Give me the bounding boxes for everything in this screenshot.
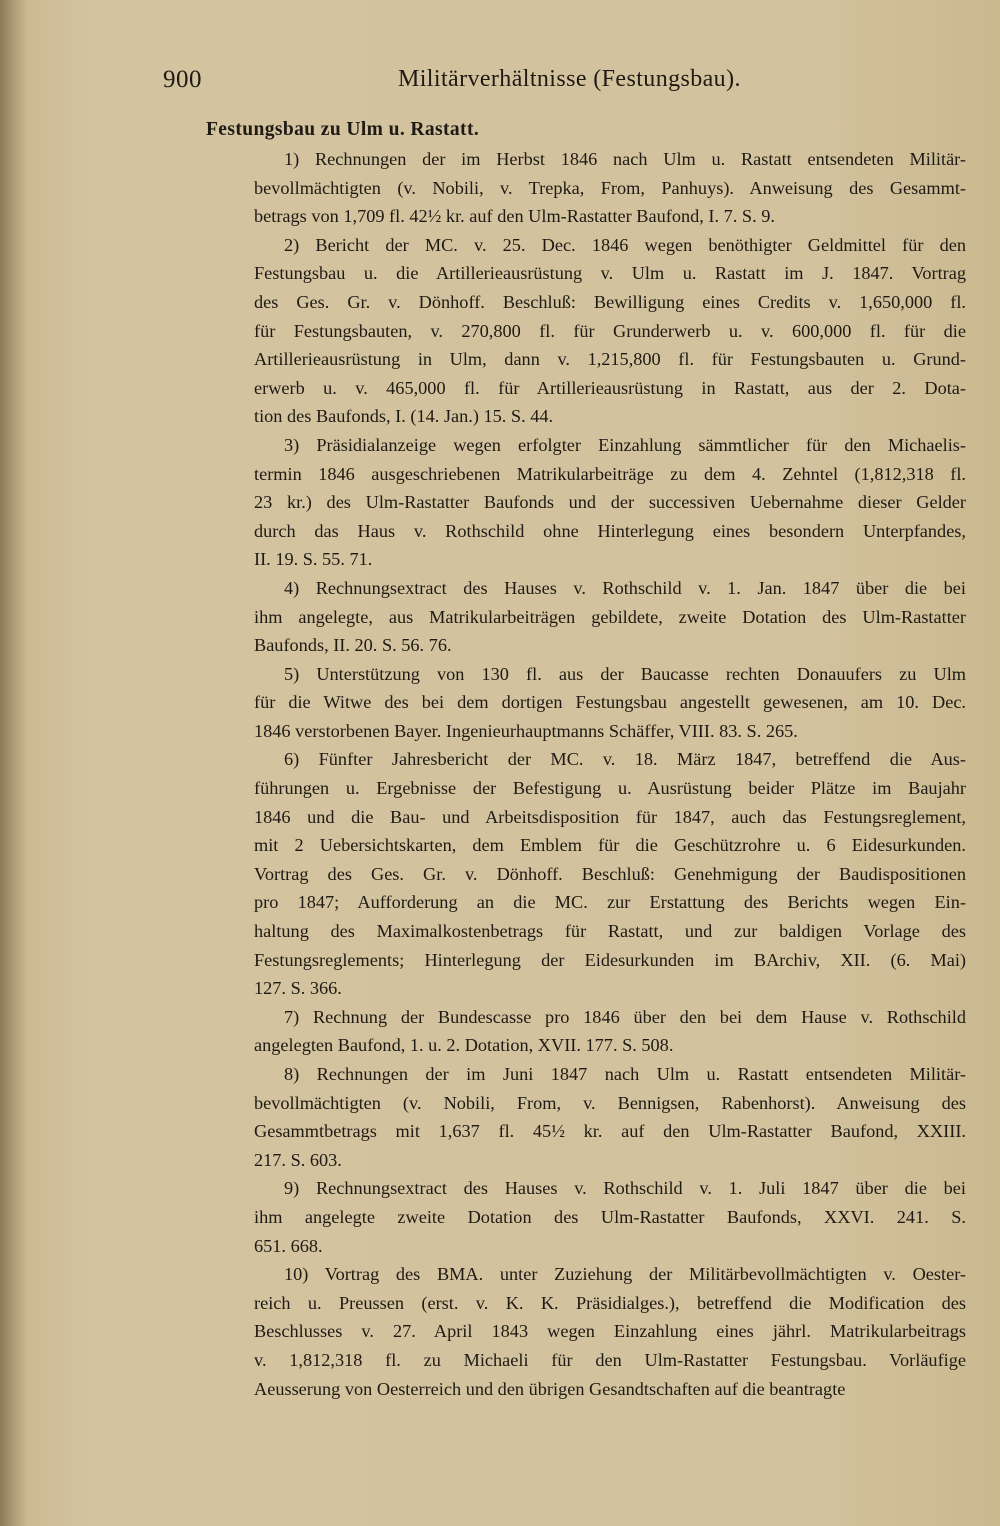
list-item xyxy=(206,231,966,431)
entry-line: tion des Baufonds, I. (14. Jan.) 15. S. 44. xyxy=(254,406,554,427)
entry-line: Beschlusses v. 27. April 1843 wegen Einzahlung eines jährl. Matrikularbeitrags xyxy=(254,1321,966,1342)
entry-line: ihm angelegte, aus Matrikularbeiträgen gebildete, zweite Dotation des Ulm-Rastatter xyxy=(254,606,966,627)
entry-line: für die Witwe des bei dem dortigen Festungsbau angestellt gewesenen, am 10. Dec. xyxy=(254,692,966,713)
entry-line: für Festungsbauten, v. 270,800 fl. für Grunderwerb u. v. 600,000 fl. für die xyxy=(254,320,966,341)
page-header xyxy=(163,62,963,102)
list-item xyxy=(206,431,966,574)
entry-line: 1) Rechnungen der im Herbst 1846 nach Ulm u. Rastatt entsendeten Militär- xyxy=(284,149,966,169)
entry-line: 1846 und die Bau- und Arbeitsdisposition für 1847, auch das Festungsreglement, xyxy=(254,806,966,827)
list-item xyxy=(206,745,966,1002)
entry-line: angelegten Baufond, 1. u. 2. Dotation, XVII. 177. S. 508. xyxy=(254,1035,674,1056)
entry-line: II. 19. S. 55. 71. xyxy=(254,549,373,570)
entry-line: betrags von 1,709 fl. 42½ kr. auf den Ulm-Rastatter Baufond, I. 7. S. 9. xyxy=(254,206,775,227)
list-item xyxy=(206,660,966,746)
entry-line: 9) Rechnungsextract des Hauses v. Rothschild v. 1. Juli 1847 über die bei xyxy=(284,1178,966,1199)
entry-line: 7) Rechnung der Bundescasse pro 1846 über den bei dem Hause v. Rothschild xyxy=(284,1006,966,1027)
list-item xyxy=(206,1260,966,1403)
running-head: Militärverhältnisse (Festungsbau). xyxy=(398,66,741,92)
list-item xyxy=(206,1174,966,1260)
entry-line: 217. S. 603. xyxy=(254,1149,342,1170)
entry-line: 3) Präsidialanzeige wegen erfolgter Einzahlung sämmtlicher für den Michaelis- xyxy=(284,434,966,455)
list-item xyxy=(206,145,966,231)
entry-line: reich u. Preussen (erst. v. K. K. Präsidialges.), betreffend die Modification des xyxy=(254,1292,966,1313)
entry-line: termin 1846 ausgeschriebenen Matrikularbeiträge zu dem 4. Zehntel (1,812,318 fl. xyxy=(254,463,966,484)
entry-list xyxy=(206,145,966,1403)
list-item xyxy=(206,1060,966,1174)
entry-line: des Ges. Gr. v. Dönhoff. Beschluß: Bewilligung eines Credits v. 1,650,000 fl. xyxy=(254,291,966,312)
entry-line: 2) Bericht der MC. v. 25. Dec. 1846 wegen benöthigter Geldmittel für den xyxy=(284,234,966,255)
entry-line: Vortrag des Ges. Gr. v. Dönhoff. Beschluß: Genehmigung der Baudispositionen xyxy=(254,863,966,884)
entry-line: haltung des Maximalkostenbetrags für Rastatt, und zur baldigen Vorlage des xyxy=(254,921,966,942)
entry-line: pro 1847; Aufforderung an die MC. zur Erstattung des Berichts wegen Ein- xyxy=(254,892,966,913)
entry-line: bevollmächtigten (v. Nobili, From, v. Bennigsen, Rabenhorst). Anweisung des xyxy=(254,1092,966,1113)
list-item xyxy=(206,574,966,660)
entry-line: v. 1,812,318 fl. zu Michaeli für den Ulm-Rastatter Festungsbau. Vorläufige xyxy=(254,1349,966,1370)
entry-line: 8) Rechnungen der im Juni 1847 nach Ulm u. Rastatt entsendeten Militär- xyxy=(284,1064,966,1084)
book-gutter-shadow xyxy=(0,0,26,1526)
entry-line: 5) Unterstützung von 130 fl. aus der Baucasse rechten Donauufers zu Ulm xyxy=(284,663,966,684)
entry-line: führungen u. Ergebnisse der Befestigung u. Ausrüstung beider Plätze im Baujahr xyxy=(254,778,966,799)
entry-line: Artillerieausrüstung in Ulm, dann v. 1,215,800 fl. für Festungsbauten u. Grund- xyxy=(254,349,966,370)
entry-line: 6) Fünfter Jahresbericht der MC. v. 18. März 1847, betreffend die Aus- xyxy=(284,749,966,770)
entry-line: Festungsreglements; Hinterlegung der Eidesurkunden im BArchiv, XII. (6. Mai) xyxy=(254,949,966,970)
entry-line: 1846 verstorbenen Bayer. Ingenieurhauptmanns Schäffer, VIII. 83. S. 265. xyxy=(254,720,798,741)
entry-line: 4) Rechnungsextract des Hauses v. Rothschild v. 1. Jan. 1847 über die bei xyxy=(284,577,966,598)
entry-line: durch das Haus v. Rothschild ohne Hinterlegung eines besondern Unterpfandes, xyxy=(254,520,966,541)
section-title: Festungsbau zu Ulm u. Rastatt. xyxy=(206,119,480,140)
entry-line: 10) Vortrag des BMA. unter Zuziehung der Militärbevollmächtigten v. Oester- xyxy=(284,1264,966,1285)
page-number: 900 xyxy=(163,66,202,93)
entry-line: mit 2 Uebersichtskarten, dem Emblem für die Geschützrohre u. 6 Eidesurkunden. xyxy=(254,835,966,856)
entry-line: Gesammtbetrags mit 1,637 fl. 45½ kr. auf den Ulm-Rastatter Baufond, XXIII. xyxy=(254,1121,966,1142)
entry-line: bevollmächtigten (v. Nobili, v. Trepka, From, Panhuys). Anweisung des Gesammt- xyxy=(254,177,966,198)
list-item xyxy=(206,1003,966,1060)
entry-line: 127. S. 366. xyxy=(254,978,342,999)
entry-line: 23 kr.) des Ulm-Rastatter Baufonds und der successiven Uebernahme dieser Gelder xyxy=(254,492,966,513)
entry-line: Festungsbau u. die Artillerieausrüstung v. Ulm u. Rastatt im J. 1847. Vortrag xyxy=(254,263,966,284)
entry-line: Baufonds, II. 20. S. 56. 76. xyxy=(254,635,452,656)
entry-line: 651. 668. xyxy=(254,1235,323,1256)
entry-line: erwerb u. v. 465,000 fl. für Artillerieausrüstung in Rastatt, aus der 2. Dota- xyxy=(254,377,966,398)
entry-line: ihm angelegte zweite Dotation des Ulm-Rastatter Baufonds, XXVI. 241. S. xyxy=(254,1206,966,1227)
entry-line: Aeusserung von Oesterreich und den übrigen Gesandtschaften auf die beantragte xyxy=(254,1378,846,1399)
page-body xyxy=(206,116,966,1403)
